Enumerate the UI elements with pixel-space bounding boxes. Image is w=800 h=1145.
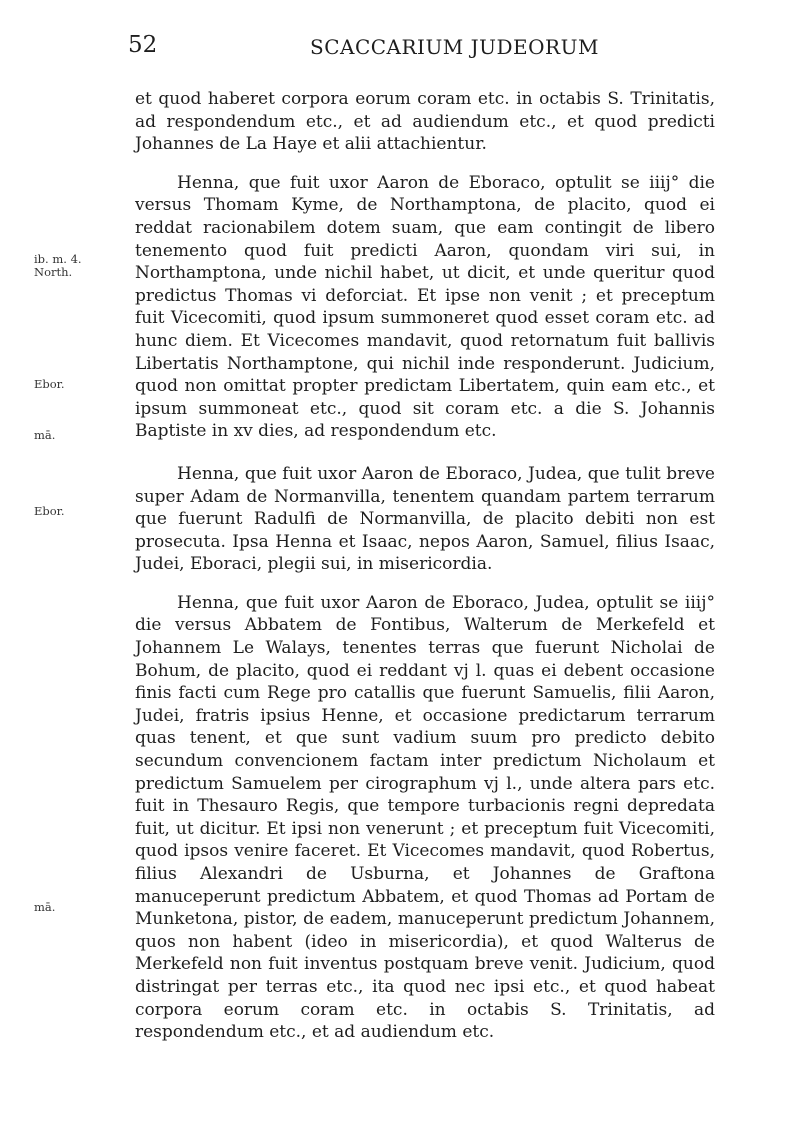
margin-note-ma-1: mā. <box>34 428 56 442</box>
margin-note-north <box>34 253 84 279</box>
margin-note-line: ib. m. 4. <box>34 252 82 266</box>
margin-note-line: North. <box>34 265 73 279</box>
page-number: 52 <box>128 32 158 58</box>
page-header <box>0 32 800 72</box>
running-title: SCACCARIUM JUDEORUM <box>310 35 599 59</box>
margin-note-ebor-2: Ebor. <box>34 504 65 518</box>
margin-note-ebor-1: Ebor. <box>34 377 65 391</box>
paragraph-henna-kyme: Henna, que fuit uxor Aaron de Eboraco, optulit se iiij° die versus Thomam Kyme, de Northamptona, de placito, quod ei reddat racionabilem dotem suam, que eam contingit de libero tenemento quod fuit predicti Aaron, quondam viri sui, in Northamptona, unde nichil habet, ut dicit, et unde queritur quod predictus Thomas vi deforciat. Et ipse non venit ; et preceptum fuit Vicecomiti, quod ipsum summoneret quod esset coram etc. ad hunc diem. Et Vicecomes mandavit, quod retornatum fuit ballivis Libertatis Northamptone, qui nichil inde responderunt. Judicium, quod non omittat propter predictam Libertatem, quin eam etc., et ipsum summoneat etc., quod sit coram etc. a die S. Johannis Baptiste in xv dies, ad respondendum etc. <box>135 172 715 442</box>
paragraph-henna-fontibus: Henna, que fuit uxor Aaron de Eboraco, Judea, optulit se iiij° die versus Abbatem de Fontibus, Walterum de Merkefeld et Johannem Le Walays, tenentes terras que fuerunt Nicholai de Bohum, de placito, quod ei reddant vj l. quas ei debent occasione finis facti cum Rege pro catallis que fuerunt Samuelis, filii Aaron, Judei, fratris ipsius Henne, et occasione predictarum terrarum quas tenent, et que sunt vadium suum pro predicto debito secundum convencionem factam inter predictum Nicholaum et predictum Samuelem per cirographum vj l., unde altera pars etc. fuit in Thesauro Regis, que tempore turbacionis regni depredata fuit, ut dicitur. Et ipsi non venerunt ; et preceptum fuit Vicecomiti, quod ipsos venire faceret. Et Vicecomes mandavit, quod Robertus, filius Alexandri de Usburna, et Johannes de Graftona manuceperunt predictum Abbatem, et quod Thomas ad Portam de Munketona, pistor, de eadem, manuceperunt predictum Johannem, quos non habent (ideo in misericordia), et quod Walterus de Merkefeld non fuit inventus postquam breve venit. Judicium, quod distringat per terras etc., ita quod nec ipsi etc., et quod habeat corpora eorum coram etc. in octabis S. Trinitatis, ad respondendum etc., et ad audiendum etc. <box>135 592 715 1043</box>
body-text <box>135 88 715 1044</box>
paragraph-continuation: et quod haberet corpora eorum coram etc. in octabis S. Trinitatis, ad respondendum etc., et ad audiendum etc., et quod predicti Johannes de La Haye et alii attachientur. <box>135 89 715 155</box>
margin-note-ma-2: mā. <box>34 900 56 914</box>
paragraph-henna-normanvilla: Henna, que fuit uxor Aaron de Eboraco, Judea, que tulit breve super Adam de Normanvilla, tenentem quandam partem terrarum que fuerunt Radulfi de Normanvilla, de placito debiti non est prosecuta. Ipsa Henna et Isaac, nepos Aaron, Samuel, filius Isaac, Judei, Eboraci, plegii sui, in misericordia. <box>135 463 715 575</box>
